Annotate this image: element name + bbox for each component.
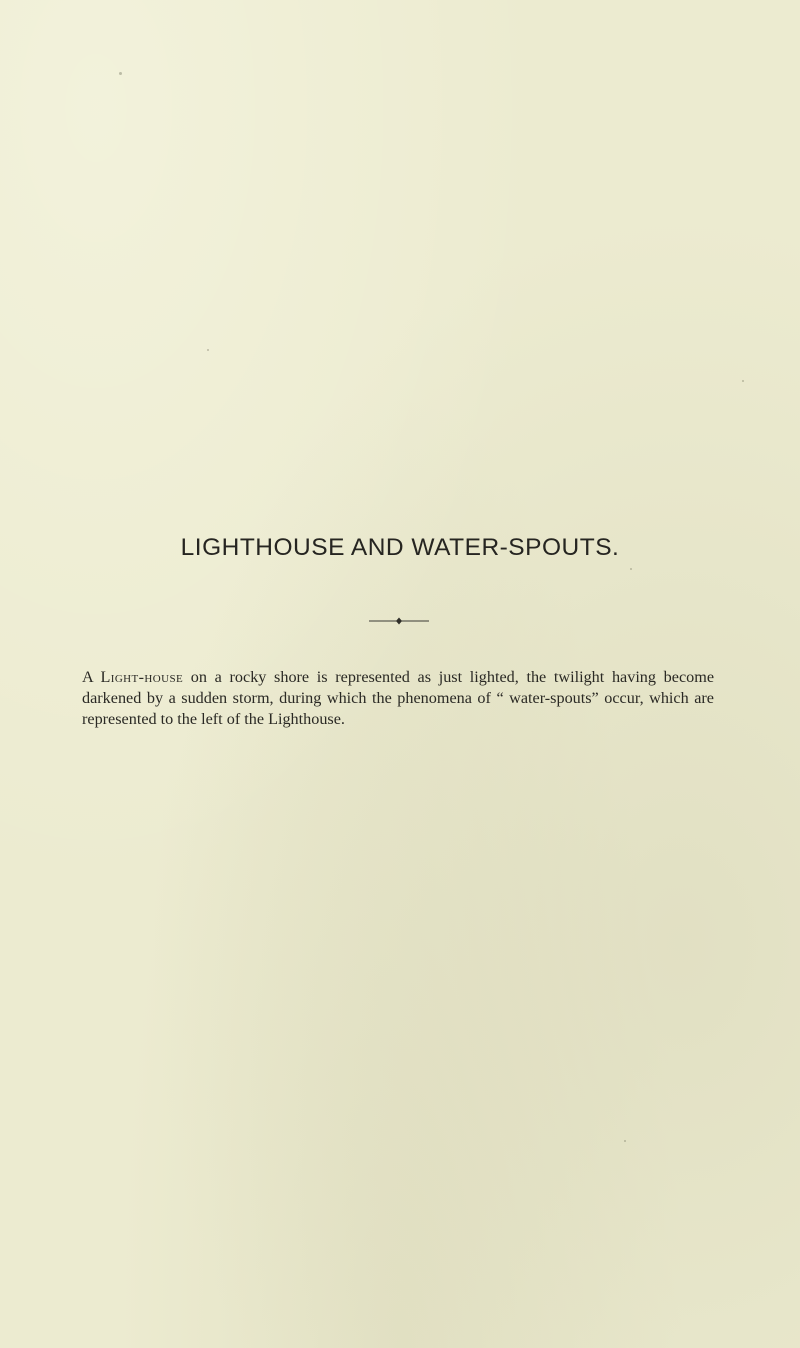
paper-speck [624, 1140, 626, 1142]
description-lead-article: A [82, 668, 93, 686]
paper-speck [207, 349, 209, 351]
paper-speck [119, 72, 122, 75]
description-body: on a rocky shore is represented as just lighted, the twilight having become darkened by a sudden storm, during which the phenomena of “ water-spouts” occur, which are represented to the left of the Lighthouse. [82, 668, 715, 729]
paper-speck [630, 568, 632, 570]
plate-title: LIGHTHOUSE AND WATER-SPOUTS. [180, 534, 620, 561]
diamond-rule-icon [369, 617, 429, 625]
paper-speck [742, 380, 744, 382]
description-lead-smallcaps: Light-house [100, 668, 184, 686]
plate-description [82, 667, 714, 731]
